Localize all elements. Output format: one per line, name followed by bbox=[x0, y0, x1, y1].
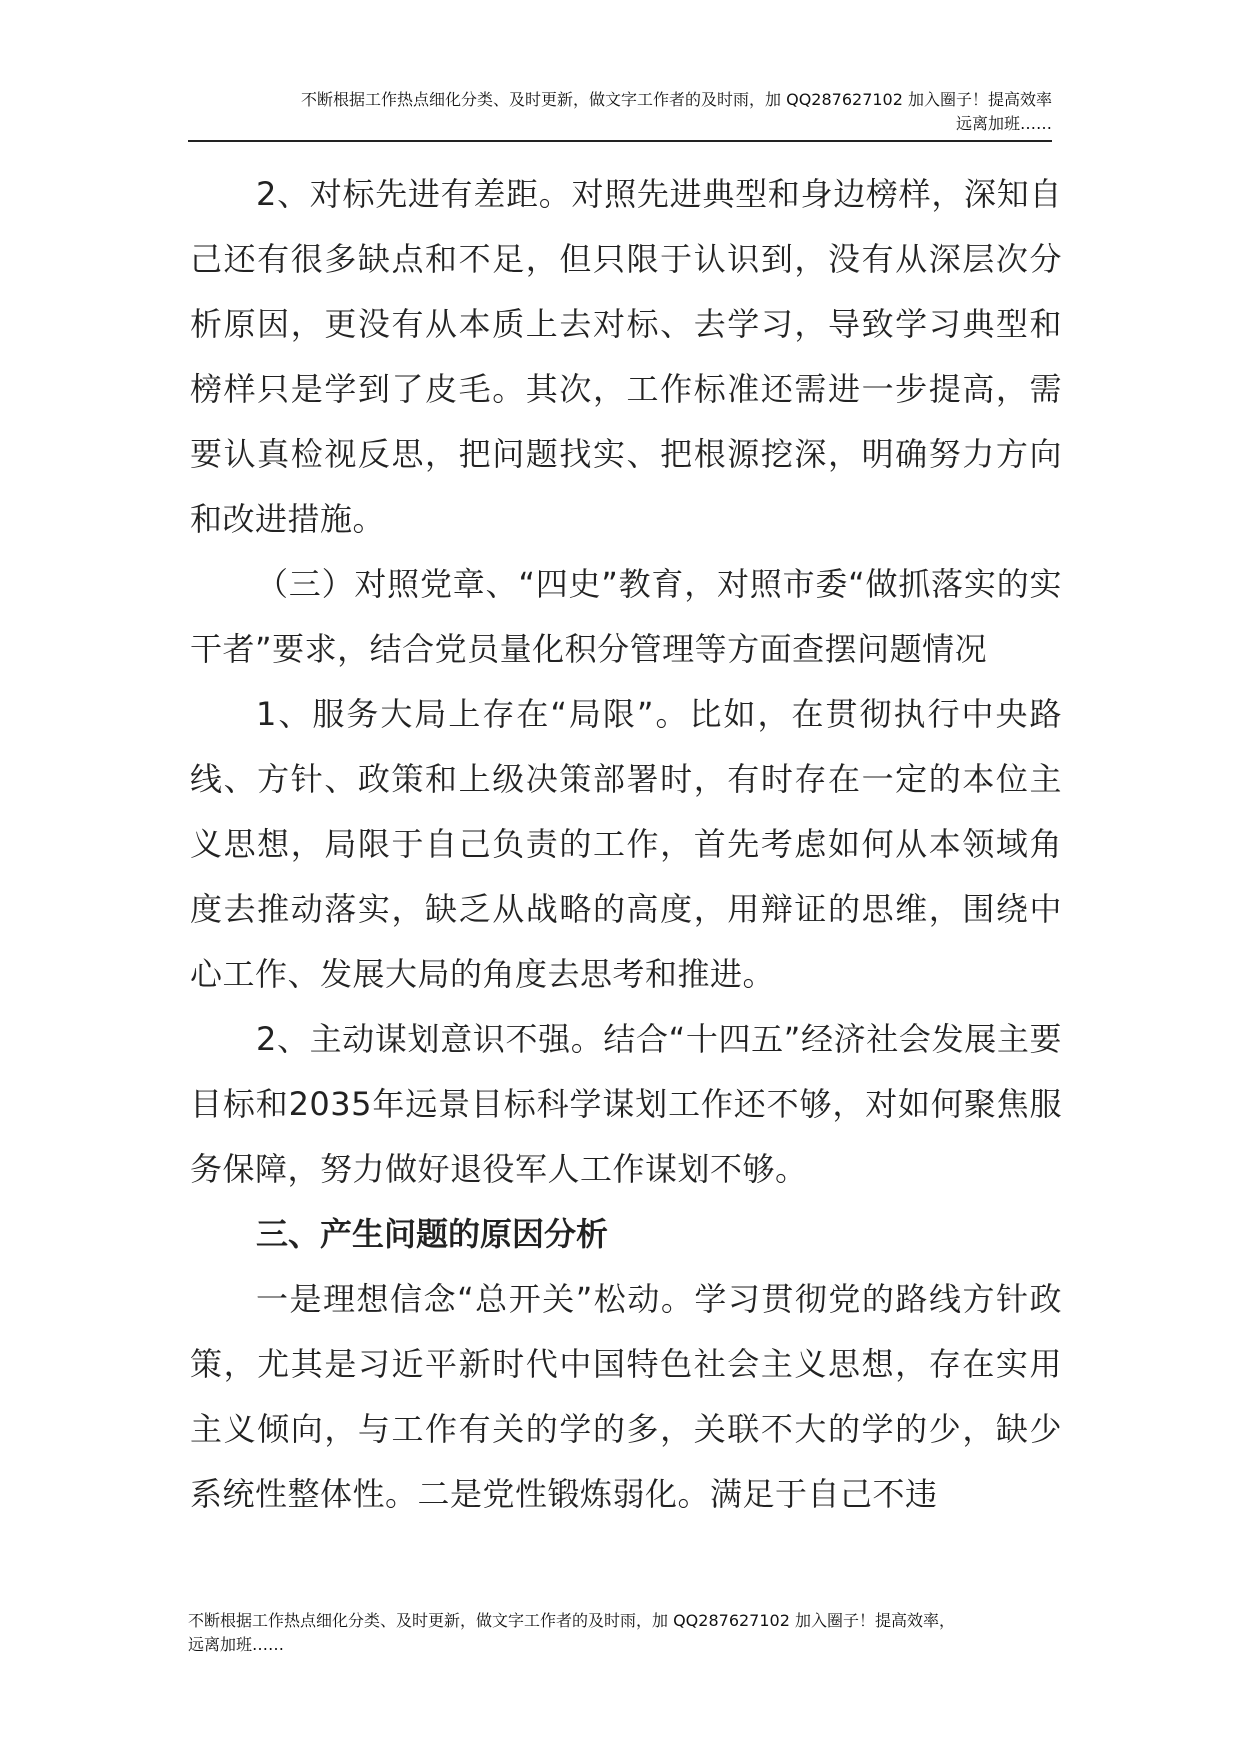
footer-line-2: 远离加班…… bbox=[188, 1635, 285, 1654]
header-line-2: 远离加班…… bbox=[955, 114, 1052, 133]
paragraph-benchmark-gap: 2、对标先进有差距。对照先进典型和身边榜样，深知自己还有很多缺点和不足，但只限于认识到，没有从深层次分析原因，更没有从本质上去对标、去学习，导致学习典型和榜样只是学到了皮毛。其次，工作标准还需进一步提高，需要认真检视反思，把问题找实、把根源挖深，明确努力方向和改进措施。 bbox=[190, 175, 1062, 538]
paragraph-ideals-beliefs: 一是理想信念“总开关”松动。学习贯彻党的路线方针政策，尤其是习近平新时代中国特色社会主义思想，存在实用主义倾向，与工作有关的学的多，关联不大的学的少，缺少系统性整体性。二是党性锻炼弱化。满足于自己不违 bbox=[190, 1280, 1062, 1513]
document-body bbox=[190, 162, 1062, 1527]
header-divider bbox=[188, 140, 1052, 142]
header-line-1: 不断根据工作热点细化分类、及时更新，做文字工作者的及时雨，加 QQ287627102 加入圈子！提高效率 bbox=[301, 90, 1052, 109]
paragraph-section-3-title: （三）对照党章、“四史”教育，对照市委“做抓落实的实干者”要求，结合党员量化积分管理等方面查摆问题情况 bbox=[190, 565, 1062, 668]
paragraph-planning-awareness: 2、主动谋划意识不强。结合“十四五”经济社会发展主要目标和2035年远景目标科学谋划工作还不够，对如何聚焦服务保障，努力做好退役军人工作谋划不够。 bbox=[190, 1020, 1062, 1188]
footer-line-1: 不断根据工作热点细化分类、及时更新，做文字工作者的及时雨，加 QQ287627102 加入圈子！提高效率， bbox=[188, 1611, 955, 1630]
page-footer bbox=[188, 1609, 1058, 1657]
section-heading-cause-analysis: 三、产生问题的原因分析 bbox=[256, 1215, 609, 1253]
paragraph-overall-situation: 1、服务大局上存在“局限”。比如，在贯彻执行中央路线、方针、政策和上级决策部署时，有时存在一定的本位主义思想，局限于自己负责的工作，首先考虑如何从本领域角度去推动落实，缺乏从战略的高度，用辩证的思维，围绕中心工作、发展大局的角度去思考和推进。 bbox=[190, 695, 1062, 993]
page-header bbox=[188, 88, 1052, 136]
